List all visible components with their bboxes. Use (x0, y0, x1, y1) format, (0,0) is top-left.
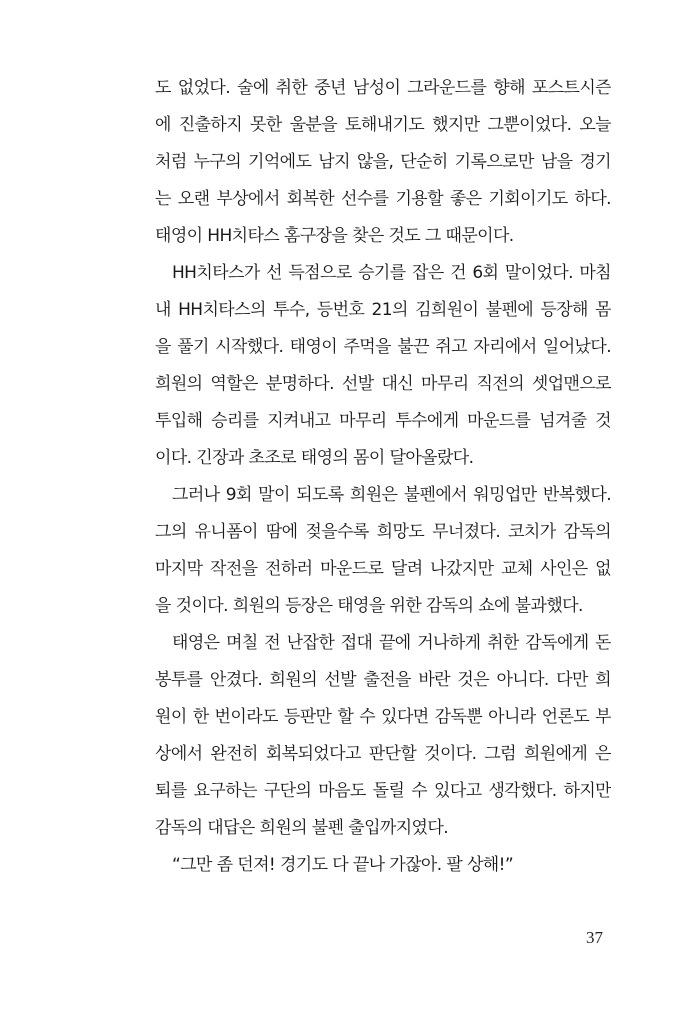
text-line: “그만 좀 던져! 경기도 다 끝나 가잖아. 팔 상해!” (172, 855, 514, 875)
paragraph (155, 477, 611, 625)
text-line: 그의 유니폼이 땀에 젖을수록 희망도 무너졌다. 코치가 감독의 (155, 522, 611, 542)
text-line: 원이 한 번이라도 등판만 할 수 있다면 감독뿐 아니라 언론도 부 (155, 707, 611, 727)
text-line: 내 HH치타스의 투수, 등번호 21의 김희원이 불펜에 등장해 몸 (155, 300, 611, 320)
text-line: 봉투를 안겼다. 희원의 선발 출전을 바란 것은 아니다. 다만 희 (155, 670, 611, 690)
text-line: 감독의 대답은 희원의 불펜 출입까지였다. (155, 818, 448, 838)
page-number: 37 (586, 928, 603, 947)
text-line: 에 진출하지 못한 울분을 토해내기도 했지만 그뿐이었다. 오늘 (155, 115, 611, 135)
text-line: 태영은 며칠 전 난잡한 접대 끝에 거나하게 취한 감독에게 돈 (172, 633, 611, 653)
text-line: 투입해 승리를 지켜내고 마무리 투수에게 마운드를 넘겨줄 것 (155, 411, 611, 431)
paragraph (155, 625, 611, 847)
text-line: 이다. 긴장과 초조로 태영의 몸이 달아올랐다. (155, 448, 474, 468)
text-line: 을 풀기 시작했다. 태영이 주먹을 불끈 쥐고 자리에서 일어났다. (155, 337, 611, 357)
text-line: HH치타스가 선 득점으로 승기를 잡은 건 6회 말이었다. 마침 (172, 263, 611, 283)
paragraph (155, 255, 611, 477)
text-line: 그러나 9회 말이 되도록 희원은 불펜에서 워밍업만 반복했다. (172, 485, 611, 505)
paragraph (155, 847, 611, 884)
paragraph (155, 70, 611, 255)
text-line: 도 없었다. 술에 취한 중년 남성이 그라운드를 향해 포스트시즌 (155, 78, 611, 98)
text-line: 처럼 누구의 기억에도 남지 않을, 단순히 기록으로만 남을 경기 (155, 152, 611, 172)
text-line: 상에서 완전히 회복되었다고 판단할 것이다. 그럼 희원에게 은 (155, 744, 611, 764)
text-line: 는 오랜 부상에서 회복한 선수를 기용할 좋은 기회이기도 하다. (155, 189, 611, 209)
text-line: 태영이 HH치타스 홈구장을 찾은 것도 그 때문이다. (155, 226, 514, 246)
text-line: 희원의 역할은 분명하다. 선발 대신 마무리 직전의 셋업맨으로 (155, 374, 611, 394)
text-line: 마지막 작전을 전하러 마운드로 달려 나갔지만 교체 사인은 없 (155, 559, 611, 579)
body-text (155, 70, 611, 884)
text-line: 을 것이다. 희원의 등장은 태영을 위한 감독의 쇼에 불과했다. (155, 596, 583, 616)
text-line: 퇴를 요구하는 구단의 마음도 돌릴 수 있다고 생각했다. 하지만 (155, 781, 611, 801)
